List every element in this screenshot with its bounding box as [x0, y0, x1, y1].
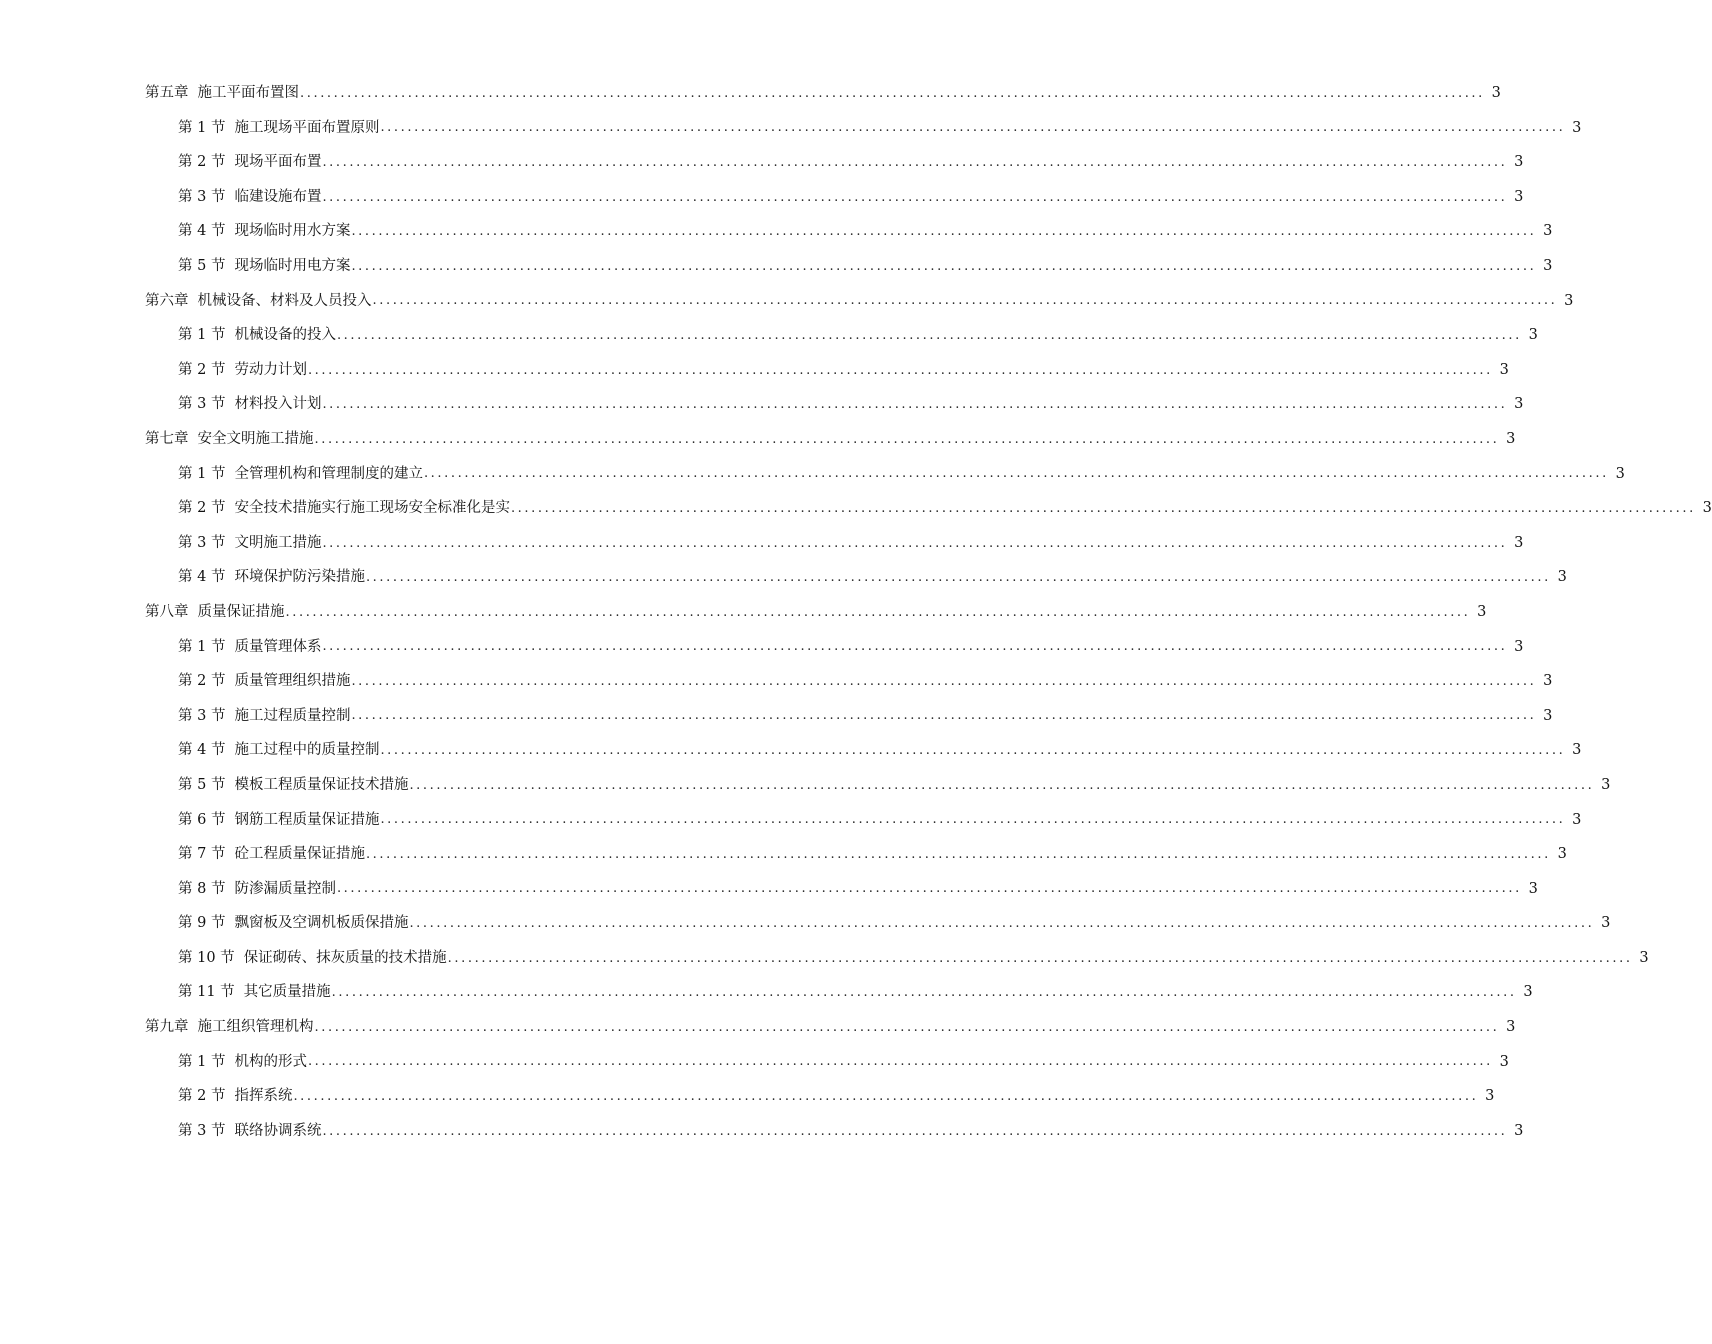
toc-entry-label: [178, 916, 408, 931]
toc-entry-label: [178, 570, 365, 585]
toc-entry-title: 材料投入计划: [234, 396, 322, 413]
toc-entry-label: [178, 951, 447, 966]
toc-entry-label: [178, 847, 365, 862]
toc-dot-leader: ................................................................................................................................................................................: [380, 743, 1566, 759]
toc-section-entry[interactable]: [0, 145, 1524, 180]
toc-dot-leader: ................................................................................................................................................................................: [336, 327, 1522, 343]
toc-section-entry[interactable]: [0, 941, 1649, 976]
toc-page-number: 3: [1514, 188, 1524, 205]
toc-entry-number: 第 2 节: [178, 1088, 226, 1105]
toc-entry-number: 第 3 节: [178, 188, 226, 205]
toc-page-number: 3: [1543, 258, 1553, 275]
toc-page-number: 3: [1557, 846, 1567, 863]
toc-page-number: 3: [1639, 949, 1649, 966]
toc-entry-title: 施工现场平面布置原则: [234, 119, 380, 136]
toc-entry-number: 第 3 节: [178, 1122, 226, 1139]
toc-dot-leader: ................................................................................................................................................................................: [409, 777, 1595, 793]
toc-section-entry[interactable]: [0, 733, 1582, 768]
toc-dot-leader: ................................................................................................................................................................................: [380, 812, 1566, 828]
toc-entry-number: 第 1 节: [178, 638, 226, 655]
toc-dot-leader: ................................................................................................................................................................................: [423, 466, 1609, 482]
toc-entry-title: 防渗漏质量控制: [234, 880, 336, 897]
toc-dot-leader: ................................................................................................................................................................................: [365, 570, 1551, 586]
toc-dot-leader: ................................................................................................................................................................................: [351, 224, 1537, 240]
toc-chapter-entry[interactable]: [0, 422, 1516, 457]
toc-section-entry[interactable]: [0, 699, 1553, 734]
toc-entry-title: 飘窗板及空调机板质保措施: [234, 915, 409, 932]
toc-entry-number: 第 1 节: [178, 465, 226, 482]
toc-section-entry[interactable]: [0, 1079, 1495, 1114]
toc-entry-label: [178, 743, 379, 758]
toc-page-number: 3: [1499, 361, 1509, 378]
toc-entry-label: [178, 190, 321, 205]
toc-entry-title: 指挥系统: [234, 1088, 293, 1105]
toc-entry-label: [178, 363, 307, 378]
toc-section-entry[interactable]: [0, 630, 1524, 665]
toc-dot-leader: ................................................................................................................................................................................: [380, 120, 1566, 136]
toc-section-entry[interactable]: [0, 526, 1524, 561]
toc-entry-title: 现场平面布置: [234, 154, 322, 171]
toc-page-number: 3: [1572, 119, 1582, 136]
toc-page-number: 3: [1514, 534, 1524, 551]
toc-entry-label: [178, 501, 510, 516]
toc-entry-title: 砼工程质量保证措施: [234, 846, 365, 863]
toc-dot-leader: ................................................................................................................................................................................: [322, 1123, 1508, 1139]
toc-page-number: 3: [1557, 569, 1567, 586]
toc-page-number: 3: [1514, 638, 1524, 655]
toc-entry-number: 第 5 节: [178, 258, 226, 275]
toc-page-number: 3: [1543, 223, 1553, 240]
toc-entry-number: 第 9 节: [178, 915, 226, 932]
toc-chapter-entry[interactable]: [0, 1010, 1516, 1045]
toc-page-number: 3: [1506, 430, 1516, 447]
toc-entry-label: [178, 640, 321, 655]
toc-entry-label: [178, 467, 423, 482]
toc-section-entry[interactable]: [0, 457, 1625, 492]
toc-dot-leader: ................................................................................................................................................................................: [331, 985, 1517, 1001]
toc-entry-title: 施工组织管理机构: [197, 1019, 314, 1036]
toc-entry-number: 第 4 节: [178, 569, 226, 586]
toc-entry-number: 第 1 节: [178, 119, 226, 136]
toc-entry-number: 第 3 节: [178, 396, 226, 413]
toc-page-number: 3: [1485, 1088, 1495, 1105]
toc-entry-title: 现场临时用水方案: [234, 223, 351, 240]
toc-section-entry[interactable]: [0, 491, 1712, 526]
toc-entry-label: [178, 1055, 307, 1070]
toc-dot-leader: ................................................................................................................................................................................: [307, 362, 1493, 378]
toc-entry-number: 第 3 节: [178, 534, 226, 551]
toc-entry-number: 第 2 节: [178, 154, 226, 171]
toc-entry-title: 现场临时用电方案: [234, 258, 351, 275]
toc-entry-label: [178, 709, 350, 724]
toc-chapter-entry[interactable]: [0, 595, 1487, 630]
toc-entry-number: 第 4 节: [178, 223, 226, 240]
toc-entry-label: [145, 294, 372, 309]
toc-dot-leader: ................................................................................................................................................................................: [409, 916, 1595, 932]
toc-entry-label: [178, 536, 321, 551]
toc-dot-leader: ................................................................................................................................................................................: [307, 1054, 1493, 1070]
toc-dot-leader: ................................................................................................................................................................................: [365, 846, 1551, 862]
toc-entry-label: [178, 155, 321, 170]
toc-page-number: 3: [1543, 707, 1553, 724]
toc-page-number: 3: [1615, 465, 1625, 482]
toc-page-number: 3: [1572, 811, 1582, 828]
toc-dot-leader: ................................................................................................................................................................................: [351, 708, 1537, 724]
toc-chapter-entry[interactable]: [0, 76, 1501, 111]
toc-page-number: 3: [1523, 984, 1533, 1001]
toc-section-entry[interactable]: [0, 802, 1582, 837]
table-of-contents: [0, 76, 1712, 1148]
toc-entry-label: [145, 605, 285, 620]
toc-entry-title: 质量管理组织措施: [234, 673, 351, 690]
toc-dot-leader: ................................................................................................................................................................................: [372, 293, 1558, 309]
toc-entry-number: 第 7 节: [178, 846, 226, 863]
toc-entry-label: [178, 1124, 321, 1139]
toc-page-number: 3: [1528, 880, 1538, 897]
toc-entry-title: 施工平面布置图: [197, 85, 299, 102]
toc-entry-number: 第 2 节: [178, 361, 226, 378]
toc-entry-label: [178, 813, 379, 828]
toc-entry-number: 第 3 节: [178, 707, 226, 724]
toc-page-number: 3: [1601, 776, 1611, 793]
toc-entry-label: [178, 397, 321, 412]
toc-section-entry[interactable]: [0, 1045, 1509, 1080]
toc-page-number: 3: [1601, 915, 1611, 932]
toc-entry-title: 机构的形式: [234, 1053, 307, 1070]
toc-entry-number: 第九章: [145, 1019, 189, 1036]
toc-page-number: 3: [1572, 742, 1582, 759]
toc-dot-leader: ................................................................................................................................................................................: [322, 154, 1508, 170]
toc-entry-number: 第 11 节: [178, 984, 235, 1001]
toc-dot-leader: ................................................................................................................................................................................: [293, 1089, 1479, 1105]
toc-page-number: 3: [1514, 154, 1524, 171]
toc-section-entry[interactable]: [0, 906, 1611, 941]
toc-page-number: 3: [1702, 500, 1712, 517]
toc-dot-leader: ................................................................................................................................................................................: [314, 431, 1500, 447]
toc-entry-title: 文明施工措施: [234, 534, 322, 551]
toc-entry-number: 第 1 节: [178, 327, 226, 344]
toc-dot-leader: ................................................................................................................................................................................: [351, 673, 1537, 689]
toc-entry-title: 临建设施布置: [234, 188, 322, 205]
toc-dot-leader: ................................................................................................................................................................................: [322, 639, 1508, 655]
toc-section-entry[interactable]: [0, 975, 1533, 1010]
toc-entry-number: 第七章: [145, 430, 189, 447]
toc-entry-title: 安全技术措施实行施工现场安全标准化是实: [234, 500, 510, 517]
toc-section-entry[interactable]: [0, 664, 1553, 699]
toc-page-number: 3: [1499, 1053, 1509, 1070]
toc-entry-title: 劳动力计划: [234, 361, 307, 378]
toc-section-entry[interactable]: [0, 560, 1567, 595]
toc-entry-title: 安全文明施工措施: [197, 430, 314, 447]
toc-entry-number: 第 1 节: [178, 1053, 226, 1070]
toc-entry-label: [178, 674, 350, 689]
toc-entry-title: 施工过程质量控制: [234, 707, 351, 724]
toc-entry-number: 第 2 节: [178, 500, 226, 517]
toc-page-number: 3: [1528, 327, 1538, 344]
toc-entry-number: 第五章: [145, 85, 189, 102]
toc-dot-leader: ................................................................................................................................................................................: [336, 881, 1522, 897]
toc-entry-label: [178, 778, 408, 793]
toc-page-number: 3: [1564, 292, 1574, 309]
toc-section-entry[interactable]: [0, 180, 1524, 215]
toc-section-entry[interactable]: [0, 1114, 1524, 1149]
toc-entry-title: 机械设备、材料及人员投入: [197, 292, 372, 309]
toc-dot-leader: ................................................................................................................................................................................: [351, 258, 1537, 274]
toc-dot-leader: ................................................................................................................................................................................: [314, 1019, 1500, 1035]
toc-section-entry[interactable]: [0, 249, 1553, 284]
toc-page-number: 3: [1514, 1122, 1524, 1139]
toc-entry-title: 环境保护防污染措施: [234, 569, 365, 586]
toc-entry-label: [178, 224, 350, 239]
toc-section-entry[interactable]: [0, 111, 1582, 146]
toc-entry-number: 第 8 节: [178, 880, 226, 897]
toc-entry-title: 质量保证措施: [197, 603, 285, 620]
toc-section-entry[interactable]: [0, 214, 1553, 249]
toc-page-number: 3: [1491, 85, 1501, 102]
toc-page-number: 3: [1543, 673, 1553, 690]
toc-entry-number: 第 10 节: [178, 949, 235, 966]
toc-entry-title: 保证砌砖、抹灰质量的技术措施: [243, 949, 447, 966]
toc-dot-leader: ................................................................................................................................................................................: [300, 85, 1485, 101]
toc-dot-leader: ................................................................................................................................................................................: [447, 950, 1633, 966]
toc-entry-label: [178, 1089, 292, 1104]
toc-section-entry[interactable]: [0, 768, 1611, 803]
toc-entry-title: 其它质量措施: [243, 984, 331, 1001]
toc-chapter-entry[interactable]: [0, 284, 1574, 319]
toc-entry-label: [178, 985, 331, 1000]
toc-entry-title: 全管理机构和管理制度的建立: [234, 465, 423, 482]
toc-dot-leader: ................................................................................................................................................................................: [322, 397, 1508, 413]
toc-entry-title: 钢筋工程质量保证措施: [234, 811, 380, 828]
toc-entry-title: 质量管理体系: [234, 638, 322, 655]
toc-section-entry[interactable]: [0, 387, 1524, 422]
toc-page-number: 3: [1506, 1019, 1516, 1036]
toc-entry-label: [178, 882, 336, 897]
toc-dot-leader: ................................................................................................................................................................................: [322, 535, 1508, 551]
toc-entry-label: [178, 259, 350, 274]
toc-entry-label: [145, 86, 299, 101]
toc-entry-title: 施工过程中的质量控制: [234, 742, 380, 759]
toc-section-entry[interactable]: [0, 353, 1509, 388]
toc-entry-number: 第 4 节: [178, 742, 226, 759]
toc-entry-number: 第六章: [145, 292, 189, 309]
toc-entry-title: 机械设备的投入: [234, 327, 336, 344]
toc-page-number: 3: [1477, 603, 1487, 620]
toc-entry-title: 联络协调系统: [234, 1122, 322, 1139]
toc-dot-leader: ................................................................................................................................................................................: [322, 189, 1508, 205]
toc-entry-label: [145, 432, 314, 447]
toc-entry-number: 第八章: [145, 603, 189, 620]
toc-dot-leader: ................................................................................................................................................................................: [285, 604, 1471, 620]
toc-entry-label: [178, 121, 379, 136]
toc-entry-label: [145, 1020, 314, 1035]
toc-section-entry[interactable]: [0, 872, 1538, 907]
toc-entry-number: 第 5 节: [178, 776, 226, 793]
toc-entry-label: [178, 328, 336, 343]
toc-entry-number: 第 2 节: [178, 673, 226, 690]
toc-entry-number: 第 6 节: [178, 811, 226, 828]
toc-dot-leader: ................................................................................................................................................................................: [510, 500, 1696, 516]
toc-page-number: 3: [1514, 396, 1524, 413]
toc-section-entry[interactable]: [0, 837, 1567, 872]
toc-section-entry[interactable]: [0, 318, 1538, 353]
toc-entry-title: 模板工程质量保证技术措施: [234, 776, 409, 793]
